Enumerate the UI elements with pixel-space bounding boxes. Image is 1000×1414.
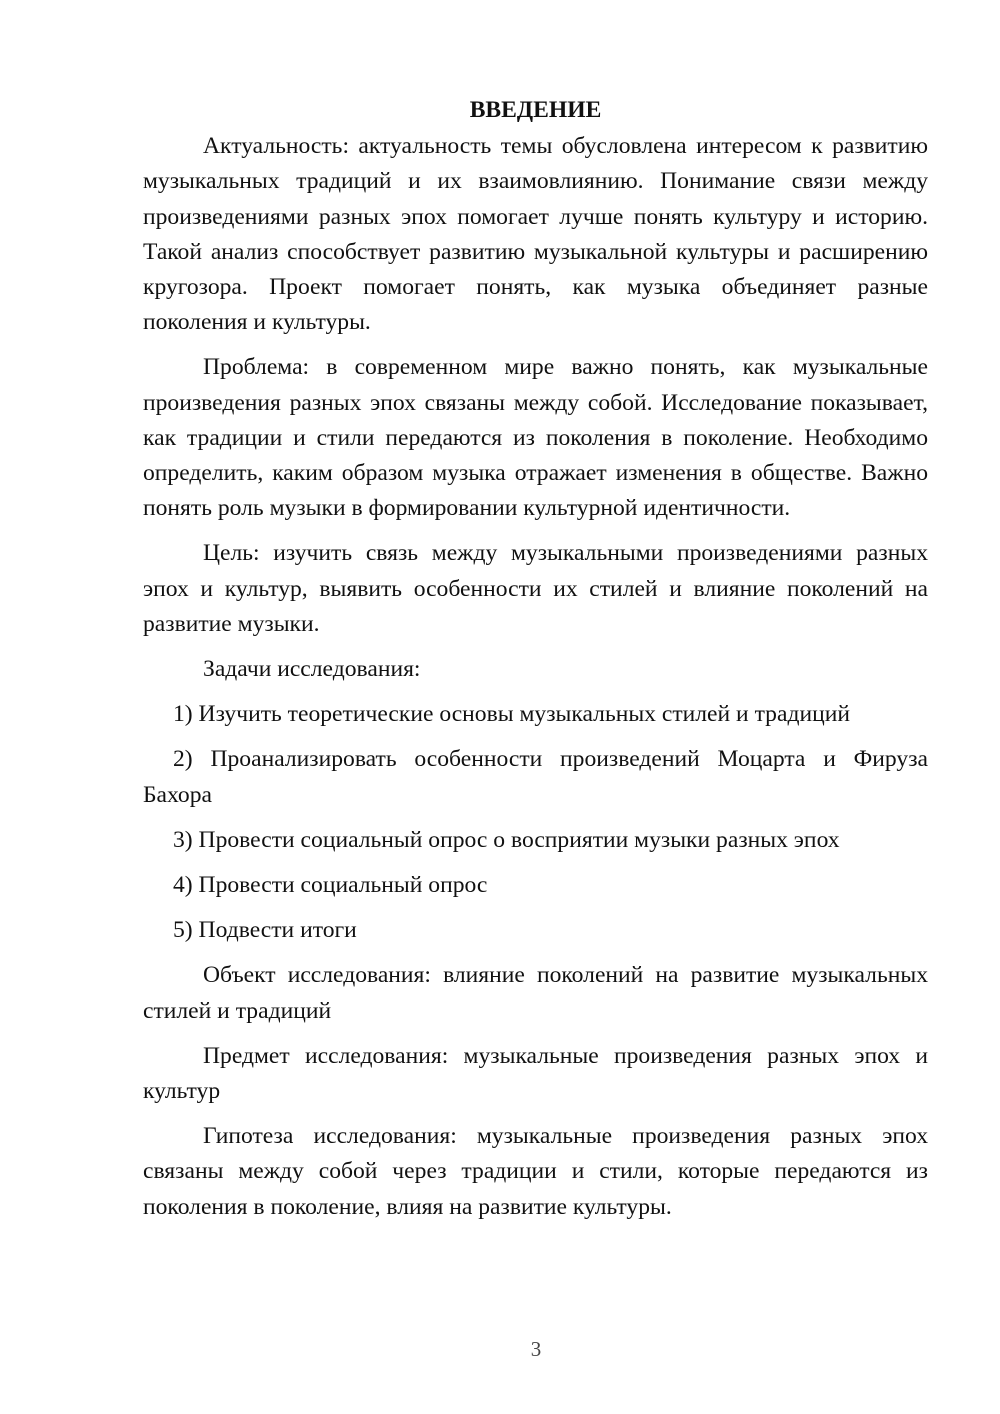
task-item-1: 1) Изучить теоретические основы музыкальных стилей и традиций: [173, 701, 850, 728]
paragraph-problem: Проблема: в современном мире важно понять, как музыкальные произведения разных эпох связаны между собой. Исследование показывает, как традиции и стили передаются из поколения в поколение. Необходимо определить, каким образом музыка отражает изменения в обществе. Важно понять роль музыки в формировании культурной идентичности.: [143, 354, 928, 522]
paragraph-hypothesis: Гипотеза исследования: музыкальные произведения разных эпох связаны между собой через традиции и стили, которые передаются из поколения в поколение, влияя на развитие культуры.: [143, 1123, 928, 1220]
paragraph-subject: Предмет исследования: музыкальные произведения разных эпох и культур: [143, 1042, 928, 1105]
task-item-5: 5) Подвести итоги: [173, 917, 357, 944]
paragraph-object: Объект исследования: влияние поколений на развитие музыкальных стилей и традиций: [143, 962, 928, 1024]
paragraph-goal: Цель: изучить связь между музыкальными произведениями разных эпох и культур, выявить особенности их стилей и влияние поколений на развитие музыки.: [143, 540, 928, 637]
task-item-4: 4) Провести социальный опрос: [173, 872, 488, 899]
page-content: [143, 93, 928, 1235]
page-number: 3: [530, 1337, 542, 1361]
task-item-3: 3) Провести социальный опрос о восприятии музыки разных эпох: [173, 826, 840, 853]
paragraph-tasks-title: Задачи исследования:: [203, 656, 421, 683]
section-heading: ВВЕДЕНИЕ: [469, 97, 602, 123]
task-item-2: 2) Проанализировать особенности произведений Моцарта и Фируза Бахора: [143, 746, 928, 808]
paragraph-relevance: Актуальность: актуальность темы обусловлена интересом к развитию музыкальных традиций и их взаимовлиянию. Понимание связи между произведениями разных эпох помогает лучше понять культуру и историю. Такой анализ способствует развитию музыкальной культуры и расширению кругозора. Проект помогает понять, как музыка объединяет разные поколения и культуры.: [143, 133, 928, 336]
